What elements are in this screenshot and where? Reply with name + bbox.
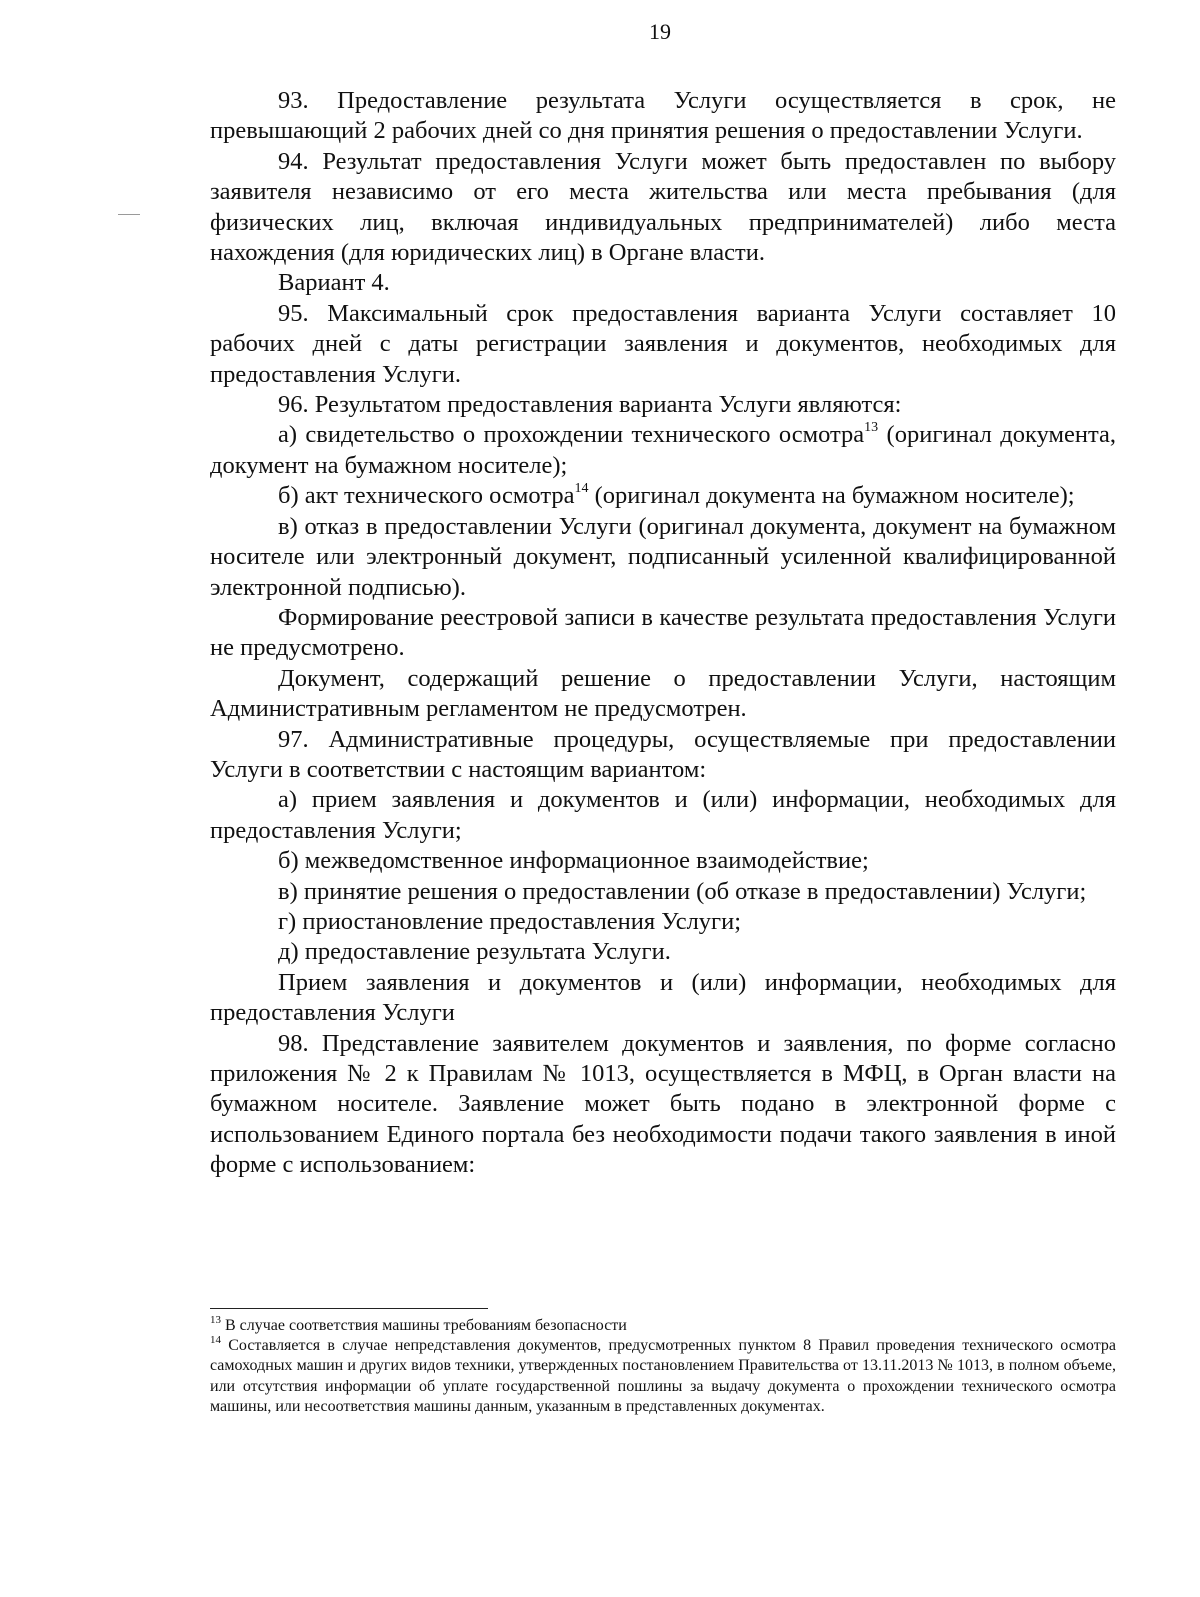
- margin-mark: [118, 214, 140, 215]
- paragraph-97: 97. Административные процедуры, осуществляемые при предоставлении Услуги в соответствии с настоящим вариантом:: [210, 725, 1116, 783]
- paragraph-97-a: а) прием заявления и документов и (или) информации, необходимых для предоставления Услуги;: [210, 786, 1116, 844]
- footnotes: [210, 1313, 1116, 1417]
- paragraph-93: 93. Предоставление результата Услуги осуществляется в срок, не превышающий 2 рабочих дней со дня принятия решения о предоставлении Услуги.: [210, 87, 1116, 145]
- paragraph-94: 94. Результат предоставления Услуги может быть предоставлен по выбору заявителя независимо от его места жительства или места пребывания (для физических лиц, включая индивидуальных предпринимателей) либо места нахождения (для юридических лиц) в Органе власти.: [210, 147, 1116, 267]
- footnote-divider: [210, 1308, 488, 1309]
- footnote-13: $^{13}$ В случае соответствия машины требованиям безопасности: [210, 1313, 627, 1334]
- paragraph-96-a: а) свидетельство о прохождении технического осмотра$^{13}$ (оригинал документа, документ на бумажном носителе);: [210, 420, 1116, 479]
- paragraph-96-v: в) отказ в предоставлении Услуги (оригинал документа, документ на бумажном носителе или электронный документ, подписанный усиленной квалифицированной электронной подписью).: [210, 512, 1116, 601]
- paragraph-96: 96. Результатом предоставления варианта Услуги являются:: [278, 391, 902, 419]
- paragraph-98: 98. Представление заявителем документов и заявления, по форме согласно приложения № 2 к Правилам № 1013, осуществляется в МФЦ, в Орган власти на бумажном носителе. Заявление может быть подано в электронной форме с использованием Единого портала без необходимости подачи такого заявления в иной форме с использованием:: [210, 1029, 1116, 1179]
- paragraph-97-g: г) приостановление предоставления Услуги;: [278, 907, 742, 935]
- variant-heading: Вариант 4.: [278, 269, 390, 297]
- paragraph-96-b: б) акт технического осмотра$^{14}$ (оригинал документа на бумажном носителе);: [278, 481, 1075, 510]
- footnote-ref-13: 13: [864, 420, 879, 436]
- paragraph-decision-document: Документ, содержащий решение о предоставлении Услуги, настоящим Административным регламентом не предусмотрен.: [210, 664, 1116, 723]
- footnote-mark-13: 13: [210, 1313, 221, 1326]
- paragraph-95: 95. Максимальный срок предоставления варианта Услуги составляет 10 рабочих дней с даты регистрации заявления и документов, необходимых для предоставления Услуги.: [210, 299, 1116, 388]
- paragraph-registry: Формирование реестровой записи в качестве результата предоставления Услуги не предусмотрено.: [210, 603, 1116, 662]
- footnote-ref-14: 14: [574, 481, 589, 497]
- paragraph-97-v: в) принятие решения о предоставлении (об отказе в предоставлении) Услуги;: [278, 877, 1087, 905]
- document-body: [210, 86, 1116, 1181]
- paragraph-97-b: б) межведомственное информационное взаимодействие;: [278, 847, 869, 875]
- page-number: 19: [649, 19, 671, 44]
- footnote-mark-14: 14: [210, 1333, 221, 1346]
- footnote-14: $^{14}$ Составляется в случае непредставления документов, предусмотренных пунктом 8 Правил проведения технического осмотра самоходных машин и других видов техники, утвержденных постановлением Правительства от 13.11.2013 № 1013, в полном объеме, или отсутствия информации об уплате государственной пошлины за выдачу документа о прохождении технического осмотра машины, или несоответствия машины данным, указанным в представленных документах.: [210, 1333, 1116, 1415]
- section-heading-reception: Прием заявления и документов и (или) информации, необходимых для предоставления Услуги: [210, 968, 1116, 1027]
- paragraph-97-d: д) предоставление результата Услуги.: [278, 938, 671, 966]
